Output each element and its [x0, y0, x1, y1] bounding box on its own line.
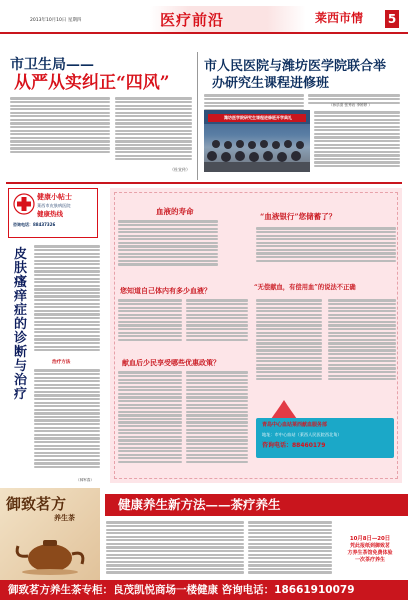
health-vertical-title: 皮肤瘙痒症的诊断与治疗: [14, 247, 28, 403]
paid-blood-myth-title: “无偿献血，有偿用血”的说法不正确: [254, 284, 356, 291]
publication-brand: 莱西市情: [315, 11, 364, 25]
hospital-name: 莱西市皮肤病医院: [37, 203, 71, 208]
story2-body-right: [314, 110, 400, 172]
health-hotline-label: 健康热线: [37, 210, 63, 218]
donor-benefits-body-col2: [186, 370, 248, 478]
health-body-upper: [34, 244, 100, 358]
classroom-photo: [204, 110, 310, 172]
blood-bank-title: “血液银行”您储蓄了？: [260, 212, 337, 221]
blood-bank-body: [256, 226, 396, 268]
offer-dates: 10月8日—20日: [349, 536, 391, 542]
offer-line4: 一次茶疗养生: [354, 556, 385, 563]
story1-kicker: 市卫生局——: [10, 57, 94, 73]
health-byline: （林军春）: [76, 478, 94, 482]
story1-byline: （杜宣传）: [170, 167, 190, 172]
teapot-icon: [10, 528, 90, 576]
tea-brand-sub: 养生茶: [54, 514, 75, 522]
health-tips-badge: [8, 188, 98, 238]
tea-ad-footer-text: 御致茗方养生茶专柜：良茂凯悦商场一楼健康 咨询电话：18661910079: [8, 584, 355, 596]
page-number: 5: [385, 10, 399, 28]
offer-line2: 凭此报纸到御致茗: [349, 543, 390, 550]
paid-blood-myth-body-col1: [256, 298, 322, 394]
story2-headline-line2: 办研究生课程进修班: [212, 76, 330, 91]
story1-body-col1: [10, 96, 110, 158]
section-divider: [6, 182, 402, 184]
blood-volume-body-col2: [186, 298, 248, 348]
offer-line3: 方养生茶馆免费体验: [347, 550, 393, 557]
story2-byline: （孙乐喜 张秀岩 李婷婷 ）: [329, 103, 372, 107]
column-rule: [197, 52, 198, 180]
issue-date: 2013年10月10日 星期四: [30, 18, 82, 23]
section-title: 医疗前沿: [160, 11, 225, 29]
promo-line1: 青岛中心血站莱西献血服务部: [262, 422, 328, 428]
health-body-lower: [34, 368, 100, 480]
red-cross-icon: [13, 193, 35, 215]
blood-center-promo: [256, 418, 394, 458]
story2-headline-line1: 市人民医院与潍坊医学院联合举: [204, 59, 387, 74]
promo-phone: 咨询电话：88460179: [262, 442, 326, 449]
blood-volume-title: 您知道自己体内有多少血液？: [120, 286, 211, 295]
donor-benefits-body-col1: [118, 370, 182, 478]
blood-lifespan-body: [118, 219, 218, 271]
tea-ad-body-col2: [248, 520, 332, 578]
promo-address: 地址：市中心血站（莱西人民医院西北角）: [262, 432, 342, 437]
health-phone: 咨询电话：88437326: [13, 222, 56, 227]
blood-volume-body-col1: [118, 298, 182, 348]
tea-ad-banner-text: 健康养生新方法——茶疗养生: [118, 497, 281, 512]
blood-lifespan-title: 血液的寿命: [156, 207, 194, 216]
photo-banner-text: 潍坊医学院研究生课程进修班开学典礼: [224, 115, 292, 120]
paid-blood-myth-body-col2: [328, 298, 396, 394]
donor-benefits-title: 献血后少民享受哪些优惠政策？: [122, 358, 220, 367]
story1-body-col2: [115, 96, 192, 170]
tea-brand: 御致茗方: [6, 495, 67, 513]
tea-ad-offer: [336, 536, 404, 564]
health-tips-label: 健康小帖士: [37, 193, 72, 201]
story1-headline: 从严从实纠正“四风”: [14, 73, 170, 93]
health-subhead: 治疗方法: [52, 360, 71, 365]
tea-ad-body-col1: [106, 520, 244, 578]
